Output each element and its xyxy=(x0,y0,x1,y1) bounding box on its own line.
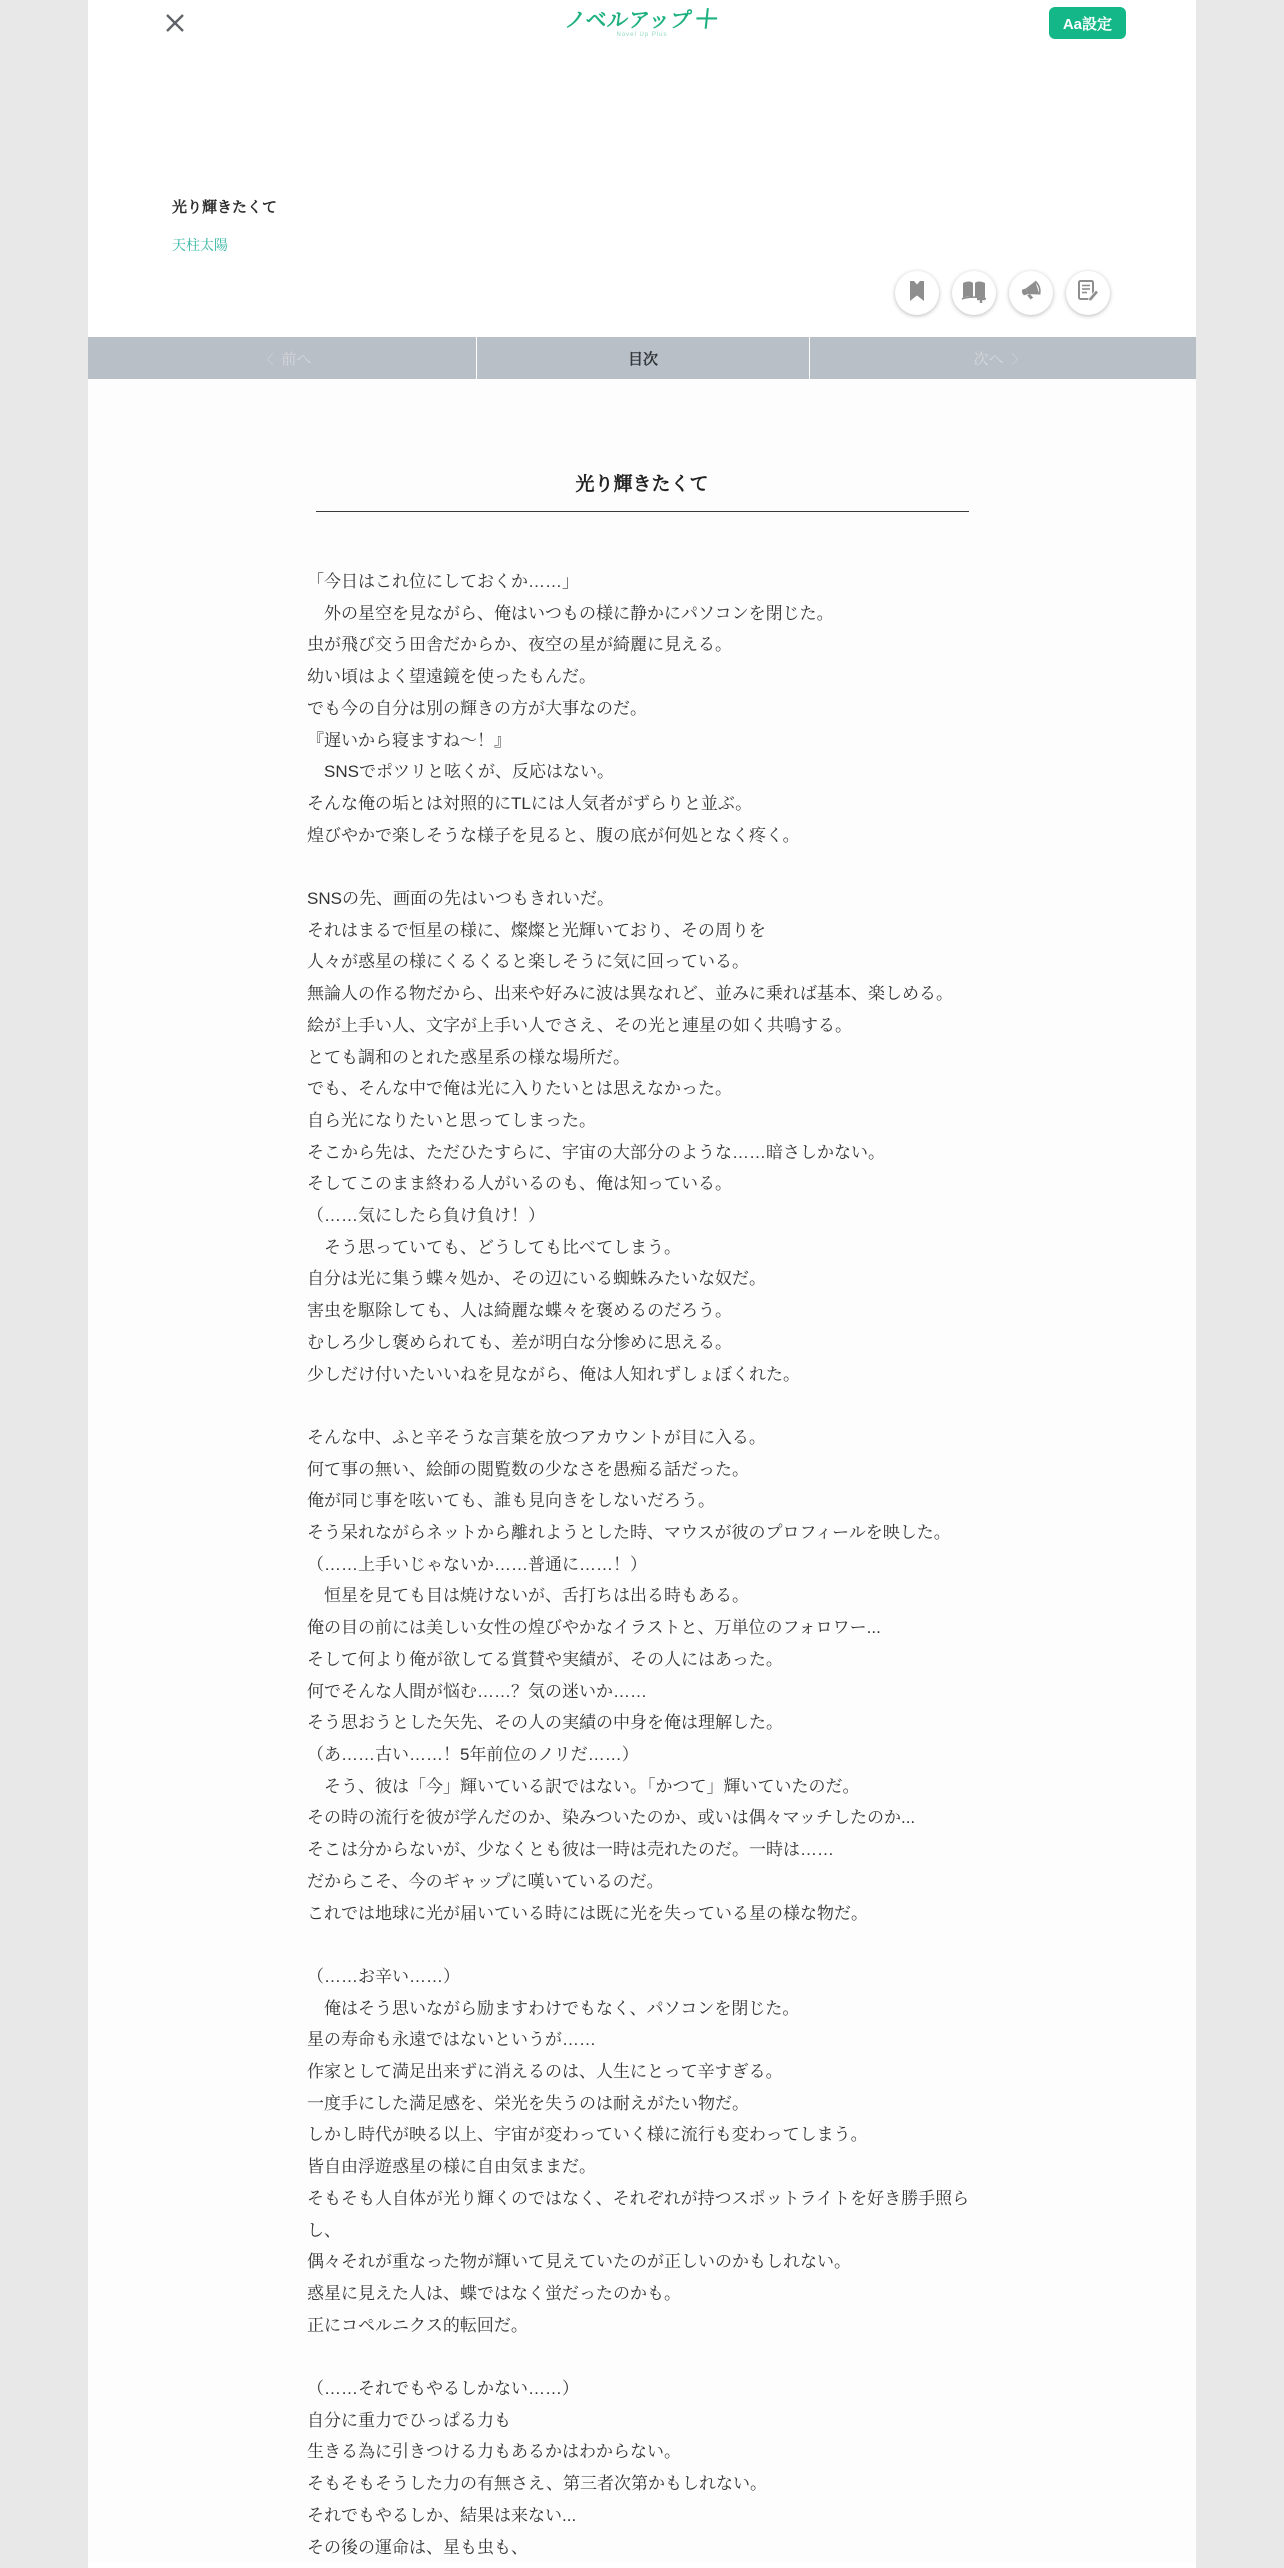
novel-line: 絵が上手い人、文字が上手い人でさえ、その光と連星の如く共鳴する。 xyxy=(307,1015,853,1035)
logo-text: ノベルアップ xyxy=(563,9,693,32)
novel-line: 皆自由浮遊惑星の様に自由気ままだ。 xyxy=(307,2157,596,2177)
novel-line: （……それでもやるしかない……） xyxy=(307,2379,579,2399)
logo-caption: Novel Up Plus xyxy=(616,32,668,38)
novel-line xyxy=(307,851,977,883)
novel-line: 煌びやかで楽しそうな様子を見ると、腹の底が何処となく疼く。 xyxy=(307,825,800,845)
novel-line: これでは地球に光が届いている時には既に光を失っている星の様な物だ。 xyxy=(307,1903,868,1923)
write-review-icon xyxy=(1076,279,1100,308)
megaphone-icon xyxy=(1018,279,1044,308)
action-buttons-row xyxy=(88,271,1196,315)
novel-line xyxy=(307,2341,977,2373)
next-arrow-icon: 〉 xyxy=(1011,351,1025,367)
novel-line: 少しだけ付いたいいねを見ながら、俺は人知れずしょぼくれた。 xyxy=(307,1364,800,1384)
next-label: 次へ xyxy=(973,350,1004,368)
chapter-title: 光り輝きたくて xyxy=(575,474,709,495)
novel-body xyxy=(307,566,977,2563)
novel-line: 自ら光になりたいと思ってしまった。 xyxy=(307,1110,596,1130)
logo-plus-icon: ＋ xyxy=(691,4,721,34)
novel-line: （……上手いじゃないか……普通に……！） xyxy=(307,1554,647,1574)
novel-line: SNSの先、画面の先はいつもきれいだ。 xyxy=(307,889,614,909)
prev-arrow-icon: 〈 xyxy=(260,351,274,367)
author-link[interactable]: 天柱太陽 xyxy=(172,237,228,253)
novel-line: （……お辛い……） xyxy=(307,1966,460,1986)
bookmark-button[interactable] xyxy=(895,271,939,315)
top-bar xyxy=(88,0,1196,46)
novel-line: そう、彼は「今」輝いている訳ではない。「かつて」輝いていたのだ。 xyxy=(307,1776,860,1796)
novel-line: そこは分からないが、少なくとも彼は一時は売れたのだ。一時は…… xyxy=(307,1840,834,1860)
add-to-bookshelf-button[interactable] xyxy=(952,271,996,315)
novel-line: 惑星に見えた人は、蝶ではなく蛍だったのかも。 xyxy=(307,2283,681,2303)
font-settings-button[interactable]: Aa設定 xyxy=(1049,7,1126,39)
novel-line: 俺の目の前には美しい女性の煌びやかなイラストと、万単位のフォロワー... xyxy=(307,1618,881,1638)
novel-line: 一度手にした満足感を、栄光を失うのは耐えがたい物だ。 xyxy=(307,2093,749,2113)
close-button[interactable] xyxy=(164,12,186,34)
novel-line: 何でそんな人間が悩む……？気の迷いか…… xyxy=(307,1681,647,1701)
novel-line: そもそもそうした力の有無さえ、第三者次第かもしれない。 xyxy=(307,2474,768,2494)
novel-line: 生きる為に引きつける力もあるかはわからない。 xyxy=(307,2442,681,2462)
content-column xyxy=(88,0,1196,2568)
novel-line xyxy=(307,1929,977,1961)
table-of-contents-button[interactable] xyxy=(477,337,810,379)
novel-line: （……気にしたら負け負け！） xyxy=(307,1206,545,1226)
novel-line: そう呆れながらネットから離れようとした時、マウスが彼のプロフィールを映した。 xyxy=(307,1523,951,1543)
novel-line: でも今の自分は別の輝きの方が大事なのだ。 xyxy=(307,698,647,718)
novel-line: 自分に重力でひっぱる力も xyxy=(307,2410,511,2430)
novel-line: その時の流行を彼が学んだのか、染みついたのか、或いは偶々マッチしたのか... xyxy=(307,1808,916,1828)
novel-header xyxy=(88,46,1196,255)
novel-line: 無論人の作る物だから、出来や好みに波は異なれど、並みに乗れば基本、楽しめる。 xyxy=(307,984,953,1004)
novel-line: そんな中、ふと辛そうな言葉を放つアカウントが目に入る。 xyxy=(307,1427,766,1447)
novel-line: 『遅いから寝ますね～！』 xyxy=(307,730,511,750)
logo-row xyxy=(563,4,721,34)
novel-line: それはまるで恒星の様に、燦燦と光輝いており、その周りを xyxy=(307,920,766,940)
novel-line: そこから先は、ただひたすらに、宇宙の大部分のような……暗さしかない。 xyxy=(307,1142,885,1162)
novel-line: 俺が同じ事を呟いても、誰も見向きをしないだろう。 xyxy=(307,1491,715,1511)
novel-title: 光り輝きたくて xyxy=(172,199,278,216)
novel-line: SNSでポツリと呟くが、反応はない。 xyxy=(307,762,614,782)
novel-line: とても調和のとれた惑星系の様な場所だ。 xyxy=(307,1047,630,1067)
novel-line: 星の寿命も永遠ではないというが…… xyxy=(307,2030,596,2050)
novel-line xyxy=(307,1390,977,1422)
novel-line: 外の星空を見ながら、俺はいつもの様に静かにパソコンを閉じた。 xyxy=(307,603,834,623)
novel-line: しかし時代が映る以上、宇宙が変わっていく様に流行も変わってしまう。 xyxy=(307,2125,868,2145)
novel-line: 俺はそう思いながら励ますわけでもなく、パソコンを閉じた。 xyxy=(307,1998,800,2018)
novel-line: その後の運命は、星も虫も、 xyxy=(307,2537,528,2557)
novel-line: 作家として満足出来ずに消えるのは、人生にとって辛すぎる。 xyxy=(307,2062,783,2081)
novel-line: 恒星を見ても目は焼けないが、舌打ちは出る時もある。 xyxy=(307,1586,749,1606)
novel-line: そもそも人自体が光り輝くのではなく、それぞれが持つスポットライトを好き勝手照らし、 xyxy=(307,2188,970,2240)
novel-line: 正にコペルニクス的転回だ。 xyxy=(307,2315,528,2335)
megaphone-button[interactable] xyxy=(1009,271,1053,315)
novel-line: そう思っていても、どうしても比べてしまう。 xyxy=(307,1237,681,1257)
toc-label: 目次 xyxy=(627,350,658,368)
write-review-button[interactable] xyxy=(1066,271,1110,315)
novel-line: それでもやるしか、結果は来ない... xyxy=(307,2505,577,2525)
novel-line: 偶々それが重なった物が輝いて見えていたのが正しいのかもしれない。 xyxy=(307,2252,851,2272)
chapter-title-rule xyxy=(316,511,969,512)
novel-line: でも、そんな中で俺は光に入りたいとは思えなかった。 xyxy=(307,1079,732,1099)
novelup-logo[interactable] xyxy=(88,4,1196,38)
novel-line: そう思おうとした矢先、その人の実績の中身を俺は理解した。 xyxy=(307,1713,783,1733)
novel-line: 幼い頃はよく望遠鏡を使ったもんだ。 xyxy=(307,667,596,687)
novel-line: 自分は光に集う蝶々処か、その辺にいる蜘蛛みたいな奴だ。 xyxy=(307,1269,766,1289)
next-chapter-button[interactable] xyxy=(810,337,1196,379)
novel-line: 害虫を駆除しても、人は綺麗な蝶々を褒めるのだろう。 xyxy=(307,1301,732,1321)
novel-line: だからこそ、今のギャップに嘆いているのだ。 xyxy=(307,1871,664,1891)
add-to-bookshelf-icon xyxy=(961,279,987,308)
novel-line: そんな俺の垢とは対照的にTLには人気者がずらりと並ぶ。 xyxy=(307,793,753,813)
novel-line: 「今日はこれ位にしておくか……」 xyxy=(307,572,579,591)
close-icon xyxy=(164,12,186,34)
novel-line: 人々が惑星の様にくるくると楽しそうに気に回っている。 xyxy=(307,952,749,972)
novel-line: 何て事の無い、絵師の閲覧数の少なさを愚痴る話だった。 xyxy=(307,1459,749,1479)
novel-line: むしろ少し褒められても、差が明白な分惨めに思える。 xyxy=(307,1332,732,1352)
reading-area xyxy=(88,379,1196,2563)
novel-line: そして何より俺が欲してる賞賛や実績が、その人にはあった。 xyxy=(307,1649,783,1669)
prev-label: 前へ xyxy=(281,350,312,368)
bookmark-icon xyxy=(906,279,928,308)
chapter-pager xyxy=(88,337,1196,379)
novel-line: （あ……古い……！5年前位のノリだ……） xyxy=(307,1744,639,1764)
novel-line: そしてこのまま終わる人がいるのも、俺は知っている。 xyxy=(307,1174,732,1194)
novel-line: 虫が飛び交う田舎だからか、夜空の星が綺麗に見える。 xyxy=(307,635,732,655)
prev-chapter-button[interactable] xyxy=(88,337,477,379)
